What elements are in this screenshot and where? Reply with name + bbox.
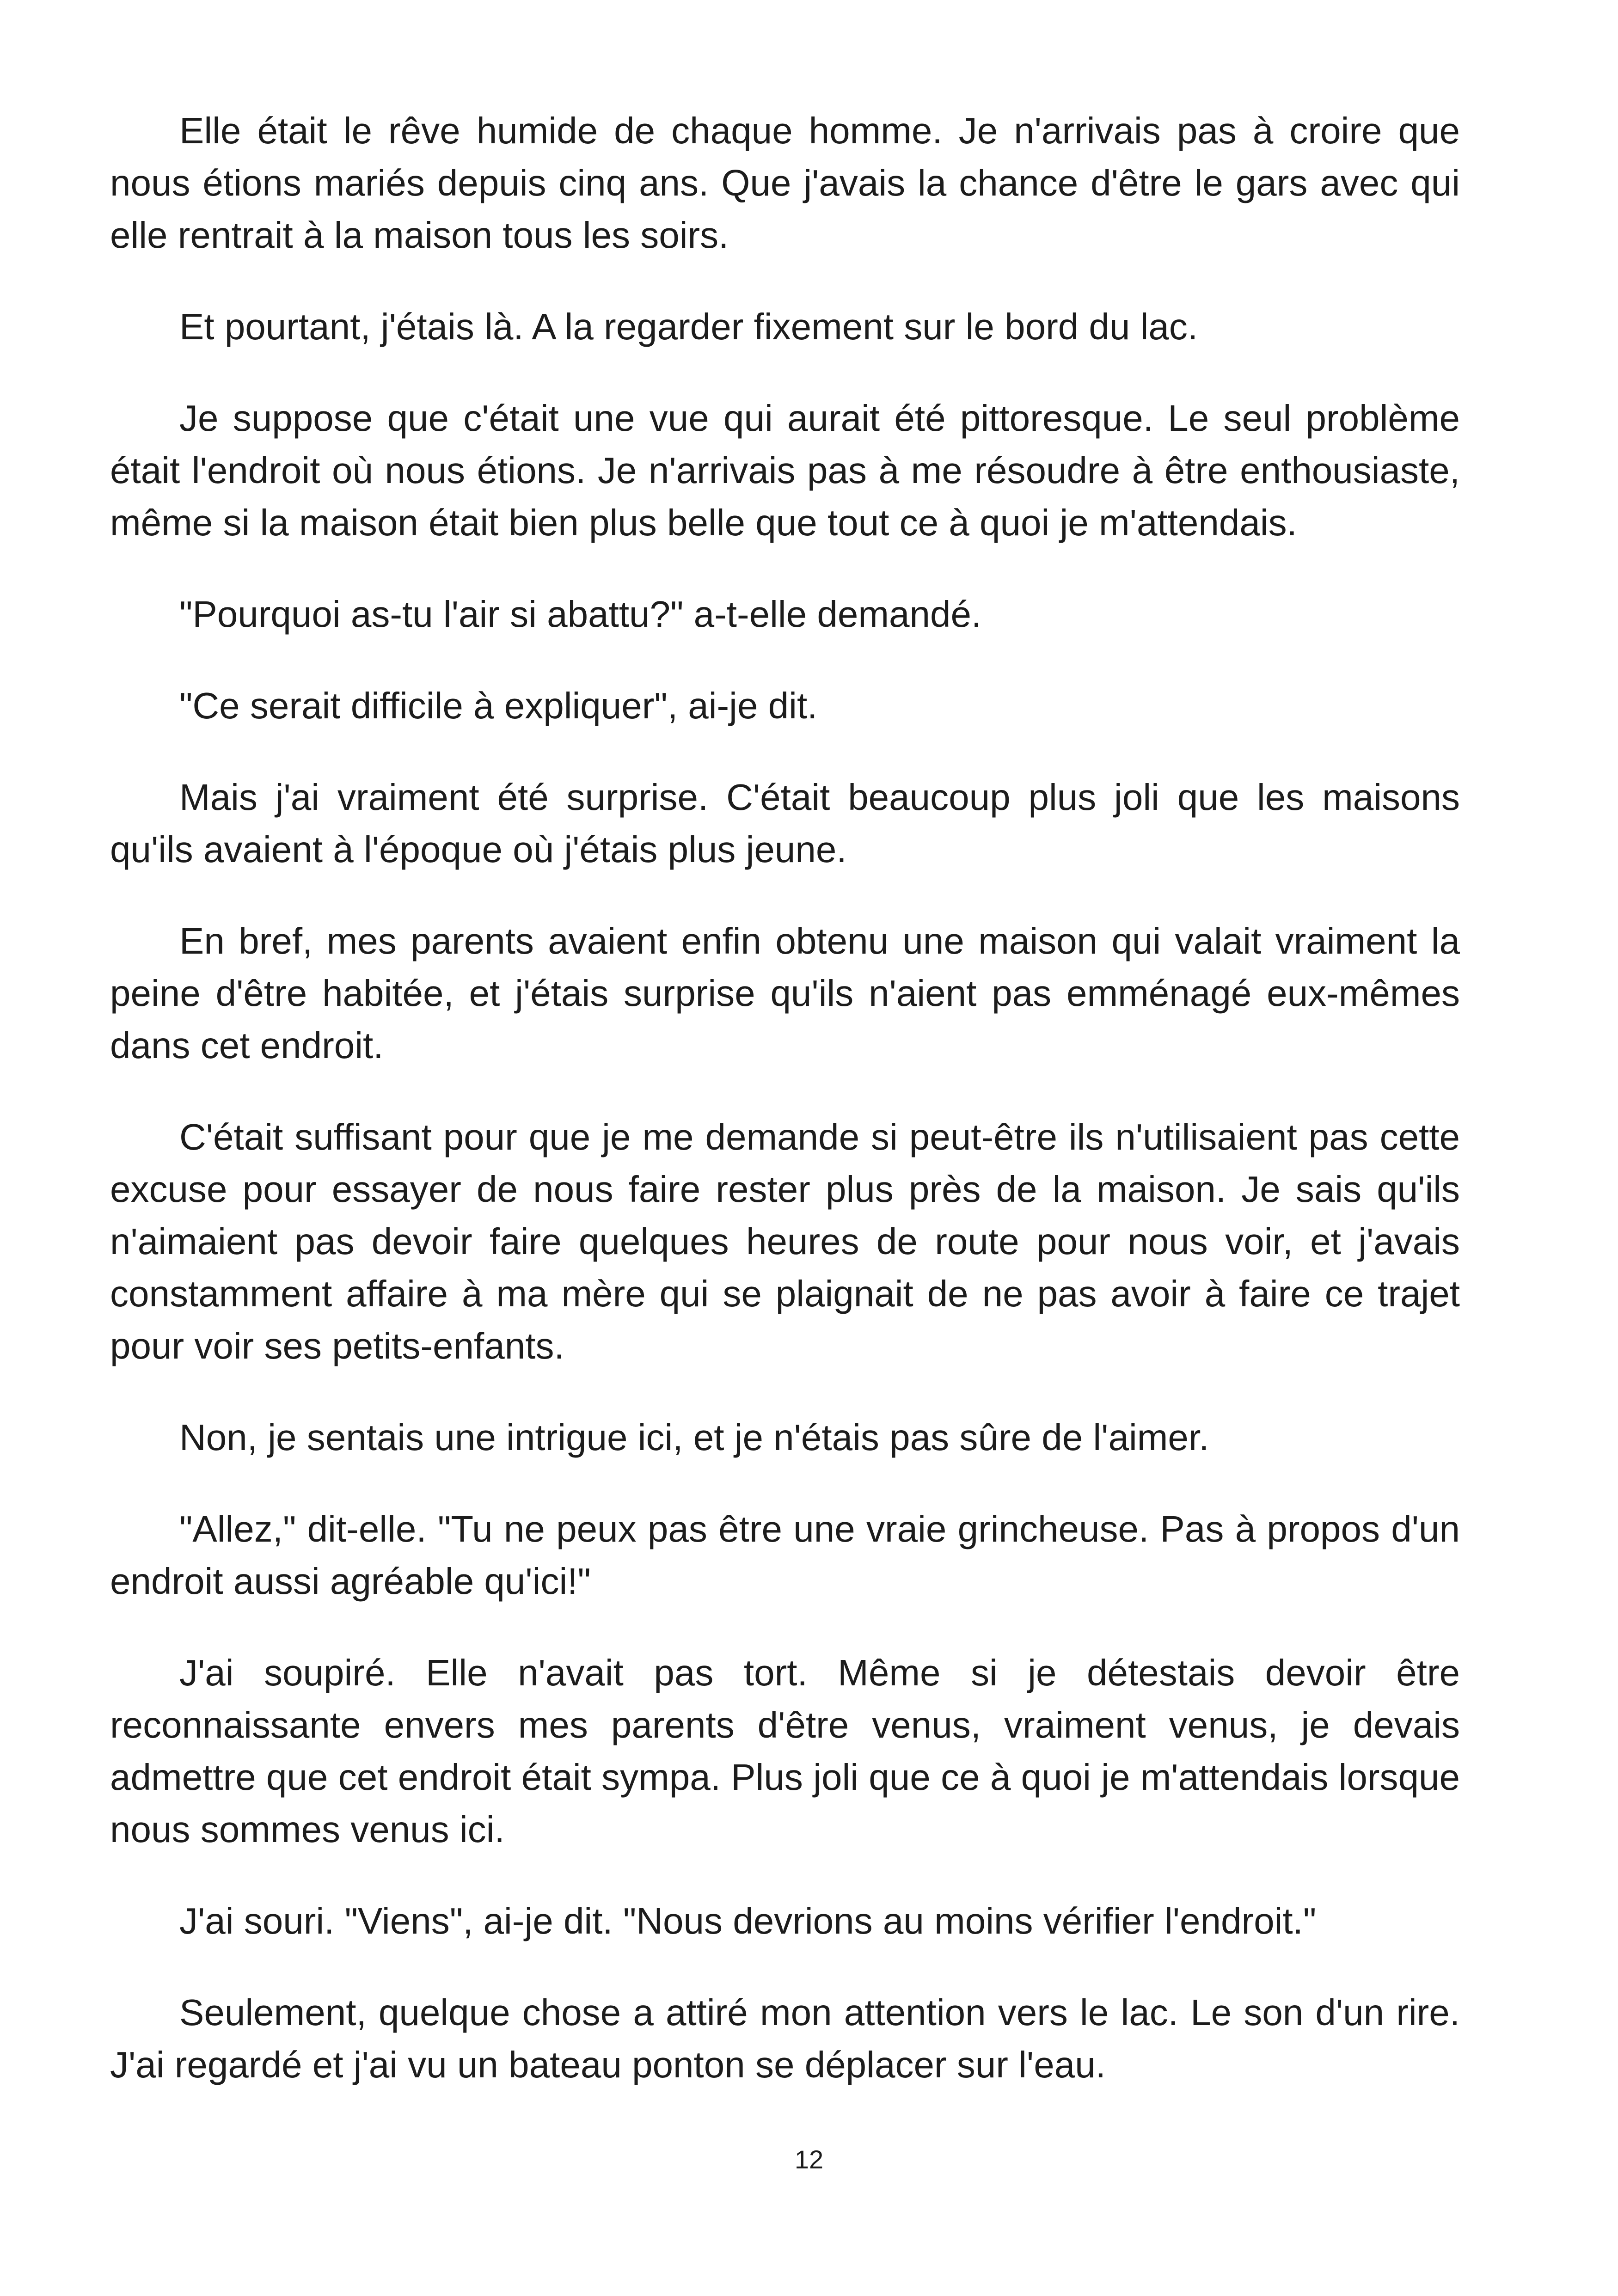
paragraph: C'était suffisant pour que je me demande si peut-être ils n'utilisaient pas cette excuse pour essayer de nous faire rester plus près de la maison. Je sais qu'ils n'aimaient pas devoir faire quelques heures de route pour nous voir, et j'avais constamment affaire à ma mère qui se plaignait de ne pas avoir à faire ce trajet pour voir ses petits-enfants. [110, 1116, 1460, 1366]
paragraph: Non, je sentais une intrigue ici, et je n'étais pas sûre de l'aimer. [179, 1417, 1209, 1458]
paragraph: Elle était le rêve humide de chaque homme. Je n'arrivais pas à croire que nous étions mariés depuis cinq ans. Que j'avais la chance d'être le gars avec qui elle rentrait à la maison tous les soirs. [110, 110, 1460, 256]
paragraph: En bref, mes parents avaient enfin obtenu une maison qui valait vraiment la peine d'être habitée, et j'étais surprise qu'ils n'aient pas emménagé eux-mêmes dans cet endroit. [110, 920, 1460, 1066]
paragraph: J'ai souri. "Viens", ai-je dit. "Nous devrions au moins vérifier l'endroit." [179, 1900, 1317, 1941]
paragraph: "Pourquoi as-tu l'air si abattu?" a-t-elle demandé. [179, 594, 982, 635]
paragraph: Seulement, quelque chose a attiré mon attention vers le lac. Le son d'un rire. J'ai regardé et j'ai vu un bateau ponton se déplacer sur l'eau. [110, 1992, 1460, 2085]
paragraph: Et pourtant, j'étais là. A la regarder fixement sur le bord du lac. [179, 306, 1198, 347]
paragraph: "Allez," dit-elle. "Tu ne peux pas être une vraie grincheuse. Pas à propos d'un endroit aussi agréable qu'ici!" [110, 1508, 1460, 1602]
body-text [110, 104, 1460, 2091]
paragraph: Je suppose que c'était une vue qui aurait été pittoresque. Le seul problème était l'endroit où nous étions. Je n'arrivais pas à me résoudre à être enthousiaste, même si la maison était bien plus belle que tout ce à quoi je m'attendais. [110, 398, 1460, 543]
paragraph: Mais j'ai vraiment été surprise. C'était beaucoup plus joli que les maisons qu'ils avaient à l'époque où j'étais plus jeune. [110, 777, 1460, 870]
paragraph: "Ce serait difficile à expliquer", ai-je dit. [179, 685, 818, 726]
page-number: 12 [794, 2145, 824, 2174]
paragraph: J'ai soupiré. Elle n'avait pas tort. Même si je détestais devoir être reconnaissante envers mes parents d'être venus, vraiment venus, je devais admettre que cet endroit était sympa. Plus joli que ce à quoi je m'attendais lorsque nous sommes venus ici. [110, 1652, 1460, 1850]
